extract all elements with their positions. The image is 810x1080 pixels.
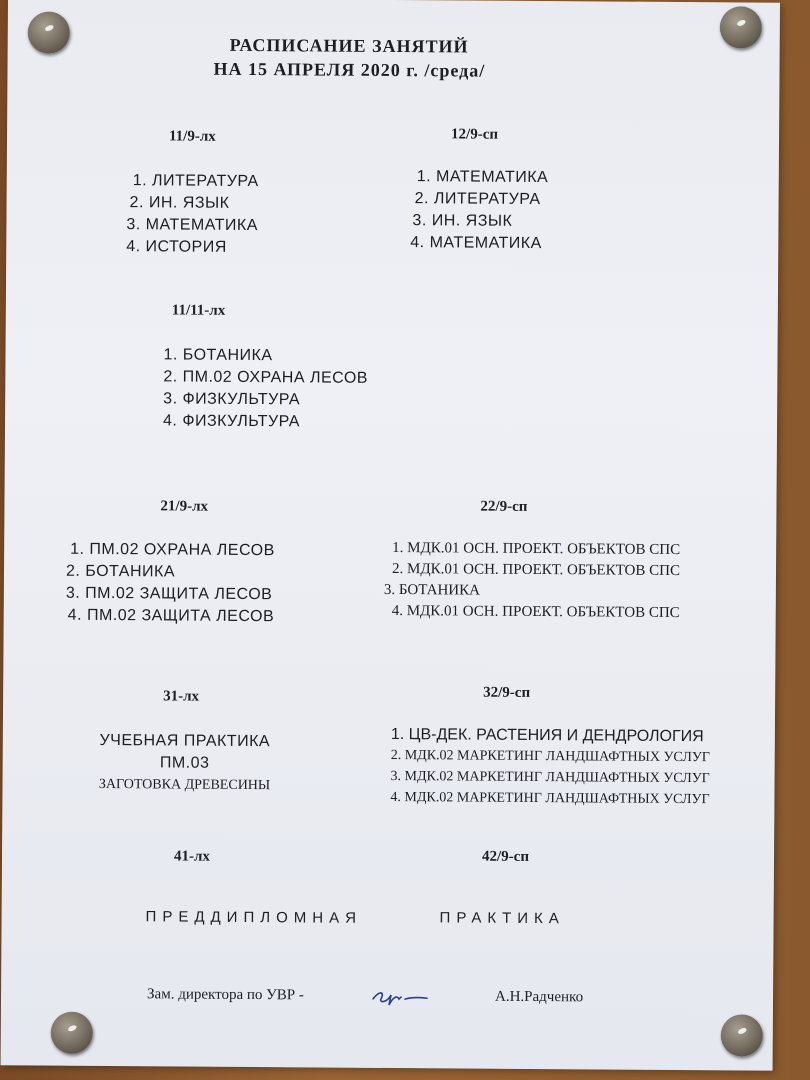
lesson-item: 1. МАТЕМАТИКА [416, 168, 549, 187]
lesson-item: 2. МДК.01 ОСН. ПРОЕКТ. ОБЪЕКТОВ СПС [391, 561, 681, 580]
group-heading-12-9-sp: 12/9-сп [451, 126, 499, 143]
group-heading-31-lh: 31-лх [163, 688, 200, 705]
group-heading-42-9-sp: 42/9-сп [481, 848, 530, 865]
schedule-title: РАСПИСАНИЕ ЗАНЯТИЙ [229, 34, 469, 57]
pushpin-top-right [720, 6, 762, 48]
lesson-item: 2. ЛИТЕРАТУРА [414, 190, 541, 209]
lesson-item: 4. ИСТОРИЯ [126, 238, 227, 256]
pushpin-top-left [28, 11, 70, 53]
signer-name: А.Н.Радченко [494, 988, 584, 1006]
group-heading-41-lh: 41-лх [173, 848, 210, 865]
signer-position: Зам. директора по УВР - [146, 986, 304, 1004]
lesson-list-12-9-sp [410, 166, 548, 255]
lesson-item: 1. ЦВ-ДЕК. РАСТЕНИЯ И ДЕНДРОЛОГИЯ [390, 725, 704, 746]
prediploma-word: ПРЕДДИПЛОМНАЯ [145, 908, 363, 927]
practice-block-31-lh [64, 730, 304, 797]
lesson-item: 4. МДК.02 МАРКЕТИНГ ЛАНДШАФТНЫХ УСЛУГ [390, 789, 710, 808]
lesson-item: 3. ИН. ЯЗЫК [412, 212, 513, 230]
lesson-item: 3. ФИЗКУЛЬТУРА [163, 390, 301, 409]
practice-title: УЧЕБНАЯ ПРАКТИКА [99, 731, 271, 751]
lesson-item: 2. БОТАНИКА [65, 562, 176, 581]
lesson-item: 1. МДК.01 ОСН. ПРОЕКТ. ОБЪЕКТОВ СПС [392, 540, 681, 559]
pushpin-bottom-left [51, 1012, 93, 1054]
practice-module: ПМ.03 [159, 754, 210, 772]
lesson-item: 1. БОТАНИКА [163, 346, 273, 365]
lesson-list-11-9-lh [126, 170, 259, 259]
group-heading-32-9-sp: 32/9-сп [483, 684, 531, 701]
practice-topic: ЗАГОТОВКА ДРЕВЕСИНЫ [98, 776, 271, 794]
lesson-item: 2. ПМ.02 ОХРАНА ЛЕСОВ [163, 368, 369, 387]
lesson-item: 3. МАТЕМАТИКА [126, 216, 258, 235]
pushpin-bottom-right [721, 1014, 763, 1056]
lesson-item: 2. ИН. ЯЗЫК [129, 194, 230, 212]
lesson-list-22-9-sp [384, 538, 681, 624]
lesson-item: 4. МАТЕМАТИКА [410, 234, 542, 253]
group-heading-21-9-lh: 21/9-лх [160, 498, 209, 515]
handwritten-signature [369, 985, 429, 1011]
lesson-item: 2. МДК.02 МАРКЕТИНГ ЛАНДШАФТНЫХ УСЛУГ [390, 747, 710, 766]
lesson-item: 1. ПМ.02 ОХРАНА ЛЕСОВ [70, 540, 275, 560]
lesson-item: 3. БОТАНИКА [383, 581, 481, 599]
lesson-list-21-9-lh [66, 539, 275, 628]
schedule-sheet [1, 0, 780, 1071]
lesson-item: 4. МДК.01 ОСН. ПРОЕКТ. ОБЪЕКТОВ СПС [391, 602, 680, 622]
lesson-item: 4. ПМ.02 ЗАЩИТА ЛЕСОВ [67, 606, 275, 626]
group-heading-22-9-sp: 22/9-сп [480, 498, 528, 515]
lesson-item: 3. ПМ.02 ЗАЩИТА ЛЕСОВ [65, 584, 273, 604]
lesson-item: 3. МДК.02 МАРКЕТИНГ ЛАНДШАФТНЫХ УСЛУГ [390, 768, 710, 787]
group-heading-11-9-lh: 11/9-лх [168, 128, 216, 145]
group-heading-11-11-lh: 11/11-лх [171, 302, 226, 319]
lesson-item: 4. ФИЗКУЛЬТУРА [162, 412, 300, 431]
practice-word: ПРАКТИКА [439, 909, 565, 928]
lesson-item: 1. ЛИТЕРАТУРА [132, 172, 259, 191]
lesson-list-32-9-sp [390, 724, 710, 810]
lesson-list-11-11-lh [163, 344, 368, 433]
schedule-date: НА 15 АПРЕЛЯ 2020 г. /среда/ [213, 58, 486, 81]
